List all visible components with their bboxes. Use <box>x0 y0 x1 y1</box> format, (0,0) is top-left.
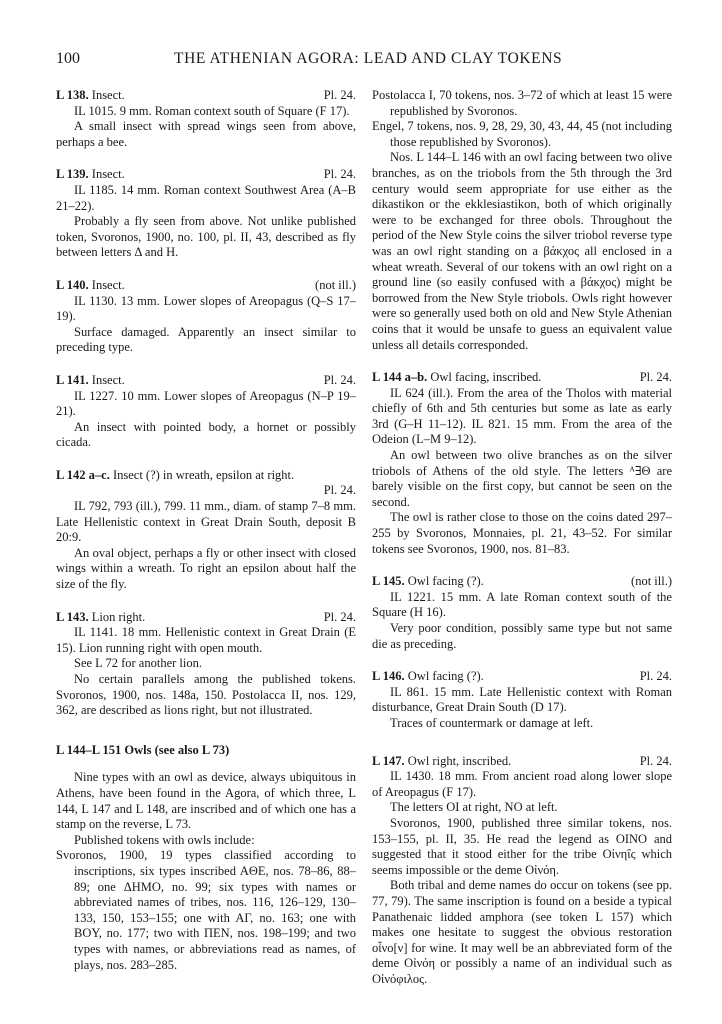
entry-text: Surface damaged. Apparently an insect similar to preceding type. <box>56 324 356 355</box>
entry-name: Owl facing (?). <box>407 669 484 684</box>
entry-name: Owl right, inscribed. <box>407 753 512 768</box>
entry-heading <box>56 88 356 104</box>
published-label: Published tokens with owls include: <box>74 832 255 847</box>
entry-name: Insect. <box>91 167 125 182</box>
running-title: THE ATHENIAN AGORA: LEAD AND CLAY TOKENS <box>174 50 563 67</box>
entry-text: An owl between two olive branches as on the silver triobols of Athens of the old style. The letters ᴬ∃Θ are barely visible on the first copy, but cannot be seen on the second. <box>372 448 672 509</box>
svoronos-list: Svoronos, 1900, 19 types classified according to inscriptions, six types inscribed AΘE, nos. 78–86, 88–89; one ΔHMO, no. 99; six types with names or abbreviated names of tribes, nos. 116, 126–129, 130–133, 150, 153–155; one with AΓ, no. 163; one with BOY, no. 177; two with ΠEN, nos. 198–199; and two types with names, or abbreviations read as names, of plays, nos. 283–285. <box>56 848 356 972</box>
section-heading <box>56 743 356 759</box>
plate-ref: Pl. 24. <box>323 88 356 102</box>
entry-text: The owl is rather close to those on the coins dated 297–255 by Svoronos, Monnaies, pl. 21, 43–52. For similar tokens see Svoronos, 1900, nos. 81–83. <box>372 510 672 556</box>
entry-id: L 147. <box>372 753 405 768</box>
catalog-entry <box>372 754 672 988</box>
entry-id: L 142 a–c. <box>56 467 110 482</box>
plate-ref: Pl. 24. <box>639 669 672 684</box>
plate-ref: Pl. 24. <box>323 609 356 624</box>
entry-heading <box>372 370 672 386</box>
entry-text: IL 861. 15 mm. Late Hellenistic context with Roman disturbance, Great Drain South (D 17). <box>372 684 672 715</box>
catalog-entry <box>372 574 672 652</box>
list-item: Engel, 7 tokens, nos. 9, 28, 29, 30, 43, 44, 45 (not including those republished by Svoronos). <box>372 119 672 149</box>
entry-text: IL 1185. 14 mm. Roman context Southwest Area (A–B 21–22). <box>56 182 356 213</box>
page-number: 100 <box>56 50 80 67</box>
entry-text: IL 1221. 15 mm. A late Roman context south of the Square (H 16). <box>372 589 672 620</box>
plate-ref: Pl. 24. <box>639 370 672 385</box>
entry-name: Lion right. <box>91 609 146 624</box>
entry-heading <box>372 574 672 590</box>
entry-heading <box>372 669 672 685</box>
catalog-entry <box>56 610 356 719</box>
entry-text: An oval object, perhaps a fly or other insect with closed wings within a wreath. To right an epsilon about half the size of the fly. <box>56 545 356 592</box>
entry-text: IL 1015. 9 mm. Roman context south of Square (F 17). <box>74 103 350 118</box>
entry-name: Owl facing, inscribed. <box>430 370 542 385</box>
entry-text: The letters OI at right, NO at left. <box>390 800 558 815</box>
entry-text: Traces of countermark or damage at left. <box>390 715 594 730</box>
entry-text: Svoronos, 1900, published three similar tokens, nos. 153–155, pl. II, 35. He read the legend as OINO and suggested that it stood either for the tribe Οἰνηΐς which seems impossible or the deme Οἰνόη. <box>372 815 672 877</box>
catalog-entry <box>56 88 356 150</box>
entry-heading <box>56 610 356 626</box>
entry-id: L 143. <box>56 609 89 624</box>
entry-id: L 138. <box>56 88 89 102</box>
page-header <box>56 50 672 72</box>
catalog-entry <box>56 167 356 261</box>
entry-name: Insect. <box>91 372 125 387</box>
plate-ref: (not ill.) <box>631 574 672 589</box>
entry-id: L 139. <box>56 167 89 182</box>
entry-text: See L 72 for another lion. <box>74 656 202 671</box>
entry-name: Insect. <box>91 88 125 102</box>
entry-text: IL 1141. 18 mm. Hellenistic context in Great Drain (E 15). Lion running right with open mouth. <box>56 625 356 655</box>
entry-text: IL 1430. 18 mm. From ancient road along lower slope of Areopagus (F 17). <box>372 769 672 799</box>
entry-text: No certain parallels among the published tokens. Svoronos, 1900, nos. 148a, 150. Postolacca II, nos. 129, 362, are described as lions right, but not illustrated. <box>56 672 356 718</box>
plate-ref: Pl. 24. <box>323 167 356 182</box>
entry-heading <box>372 754 672 770</box>
entry-text: Both tribal and deme names do occur on tokens (see pp. 77, 79). The same inscription is found on a beside a typical Panathenaic lidded amphora (see token L 157) which makes one hesitate to suggest the obvious restoration οἶνο[ν] for wine. It may well be an abbreviated form of the deme Οἰνόη or possibly a name of an individual such as Οἰνόφιλος. <box>372 878 672 986</box>
entry-text: IL 1227. 10 mm. Lower slopes of Areopagus (N–P 19–21). <box>56 388 356 419</box>
entry-name: Insect (?) in wreath, epsilon at right. <box>112 467 295 482</box>
entry-name: Insect. <box>91 277 125 292</box>
entry-text: A small insect with spread wings seen from above, perhaps a bee. <box>56 119 356 149</box>
catalog-entry <box>56 468 356 593</box>
section-title: L 144–L 151 Owls (see also L 73) <box>56 742 230 757</box>
entry-text: IL 1130. 13 mm. Lower slopes of Areopagus (Q–S 17–19). <box>56 293 356 324</box>
catalog-entry <box>372 669 672 731</box>
entry-text: IL 624 (ill.). From the area of the Tholos with material chiefly of 6th and 5th centuries but some as late as early 3rd (G–H 11–12). IL 821. 15 mm. From the area of the Odeion (L–M 9–12). <box>372 385 672 447</box>
catalog-entry <box>56 278 356 356</box>
section-intro: Nine types with an owl as device, always ubiquitous in Athens, have been found in the Agora, of which three, L 144, L 147 and L 148, are inscribed and of which one has a stamp on the reverse, L 73. <box>56 770 356 832</box>
entry-heading <box>56 167 356 183</box>
plate-ref: Pl. 24. <box>639 753 672 768</box>
entry-text: Very poor condition, possibly same type but not same die as preceding. <box>372 621 672 651</box>
plate-ref: Pl. 24. <box>323 483 356 498</box>
entry-id: L 144 a–b. <box>372 370 428 385</box>
entry-id: L 145. <box>372 574 405 589</box>
plate-ref: Pl. 24. <box>323 372 356 387</box>
entry-id: L 146. <box>372 669 405 684</box>
discussion: Nos. L 144–L 146 with an owl facing between two olive branches, as on the triobols from the 5th through the 3rd century would seem appropriate for use either as the dikastikon or the ekklesiastikon, both of which originally were to be exchanged for three obols. Throughout the period of the New Style coins the silver triobol reverse type was an owl right standing on a βάκχος all enclosed in a wheat wreath. Several of our tokens with an owl right on a ground line (so easily confused with a βάκχος) might be borrowed from the New Style triobols. Owls right however were so generally used both on old and New Style Athenian coins that it would be unsafe to guess an equivalent value unless all details corresponded. <box>372 150 673 352</box>
entry-text: An insect with pointed body, a hornet or possibly cicada. <box>56 419 356 450</box>
entry-text: Probably a fly seen from above. Not unlike published token, Svoronos, 1900, no. 100, pl. II, 43, described as fly between letters Δ and H. <box>56 214 356 260</box>
right-column <box>372 88 672 1004</box>
entry-id: L 140. <box>56 277 89 292</box>
list-item: Postolacca I, 70 tokens, nos. 3–72 of which at least 15 were republished by Svoronos. <box>372 88 672 118</box>
plate-ref: (not ill.) <box>315 277 356 292</box>
catalog-entry <box>56 373 356 451</box>
entry-heading <box>56 278 356 294</box>
catalog-entry <box>372 370 672 557</box>
left-column <box>56 88 356 973</box>
entry-heading <box>56 468 356 484</box>
entry-id: L 141. <box>56 372 89 387</box>
entry-name: Owl facing (?). <box>407 574 484 589</box>
entry-heading <box>56 373 356 389</box>
entry-text: IL 792, 793 (ill.), 799. 11 mm., diam. of stamp 7–8 mm. Late Hellenistic context in Great Drain South, deposit B 20:9. <box>56 499 356 545</box>
